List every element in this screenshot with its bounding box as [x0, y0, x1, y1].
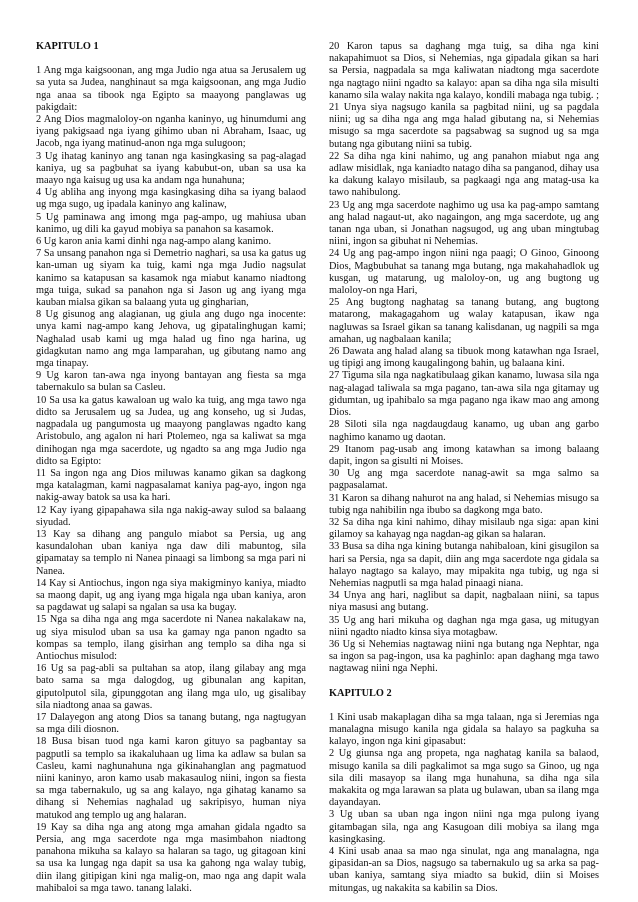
- verse: 20 Karon tapus sa daghang mga tuig, sa diha nga kini nakapahimuot sa Dios, si Nehemias, nga gipadala gikan sa hari sa Persia, nagpadala sa mga kaliwatan niadtong mga sacerdote nga nagtago niini ngadto sa kalayo: apan sa diha nga sila misulti kanamo sila walay nakita nga kalayo, kondili mabaga nga tubig. ;: [329, 41, 599, 101]
- verse: 32 Sa diha nga kini nahimo, dihay misilaub nga siga: apan kini gilamoy sa kahayag nga nagdan-ag gikan sa halaran.: [329, 516, 599, 541]
- verse: 13 Kay sa dihang ang pangulo miabot sa Persia, ug ang kasundalohan uban kaniya nga daw dili mabuntog, sila gipamatay sa templo ni Nanea pinaagi sa limbong sa mga pari ni Nanea.: [36, 528, 306, 577]
- verse: 3 Ug uban sa uban nga ingon niini nga mga pulong iyang gitambagan sila, nga ang Kasugoan dili mobiya sa ilang mga kasingkasing.: [329, 809, 599, 845]
- verse: 2 Ang Dios magmaloloy-on nganha kaninyo, ug hinumdumi ang iyang pakigsaad nga iyang gihimo uban ni Abraham, Isaac, ug Jacob, nga iyang matinud-anon nga mga sulugoon;: [36, 114, 306, 150]
- verse: 10 Sa usa ka gatus kawaloan ug walo ka tuig, ang mga tawo nga didto sa Jerusalem ug sa Judea, ug ang konseho, ug si Judas, nagpadala ug pangumosta ug maayong panglawas ngadto kang Aristobulo, ang agalon ni hari Ptolemeo, nga sa kaliwat sa mga dinihogan nga mga sacerdote, ug ngadto sa ang mga Judio nga didto sa Egipto:: [36, 394, 306, 467]
- verse: 36 Ug si Nehemias nagtawag niini nga butang nga Nephtar, nga sa ingon sa pag-ingon, usa ka paghinlo: apan daghang mga tawo nagtawag niini nga Nephi.: [329, 638, 599, 675]
- verse: 12 Kay iyang gipapahawa sila nga nakig-away sulod sa balaang siyudad.: [36, 504, 306, 528]
- verse: 5 Ug paminawa ang imong mga pag-ampo, ug mahiusa uban kanimo, ug dili ka gayud mobiya sa panahon sa kasamok.: [36, 211, 306, 235]
- verse: 3 Ug ihatag kaninyo ang tanan nga kasingkasing sa pag-alagad kaniya, ug sa pagbuhat sa iyang kabubut-on, uban sa usa ka maayo nga kaisug ug usa ka andam nga hunahuna;: [36, 150, 306, 187]
- verse: 21 Unya siya nagsugo kanila sa pagbitad niini, ug sa pagdala niini; ug sa diha nga ang mga halad gibutang na, si Nehemias misugo sa mga sacerdote sa pagsabwag sa sugnod ug sa mga butang nga gibutang niini sa tubig.: [329, 102, 599, 150]
- verse: 31 Karon sa dihang nahurot na ang halad, si Nehemias misugo sa tubig nga nahibilin nga ibubo sa dagkong mga bato.: [329, 492, 599, 516]
- verse: 16 Ug sa pag-abli sa pultahan sa atop, ilang gilabay ang mga bato sama sa mga dalogdog, ug gibunalan ang kapitan, giputolputol sila, gipunggotan ang ilang mga ulo, ug gisalibay sila niadtong anaa sa gawas.: [36, 663, 306, 711]
- verse: 25 Ang bugtong naghatag sa tanang butang, ang bugtong matarong, makagagahom ug walay katapusan, ikaw nga nagluwas sa Israel gikan sa tanang kalisdanan, ug nagpili sa mga amahan, ug nagbalaan kanila;: [329, 297, 599, 345]
- verse: 34 Unya ang hari, naglibut sa dapit, nagbalaan niini, sa tapus niya masusi ang butang.: [329, 590, 599, 614]
- verse: 26 Dawata ang halad alang sa tibuok mong katawhan nga Israel, ug tipigi ang imong kaugalingong bahin, ug balaana kini.: [329, 346, 599, 370]
- verse: 1 Ang mga kaigsoonan, ang mga Judio nga atua sa Jerusalem ug sa yuta sa Judea, nanghinaut sa mga kaigsoonan, ang mga Judio nga anaa sa tibook nga Egipto sa maayong panglawas ug pakigdait:: [36, 65, 306, 113]
- verse: 29 Itanom pag-usab ang imong katawhan sa imong balaang dapit, ingon sa gisulti ni Moises.: [329, 443, 599, 467]
- verse: 35 Ug ang hari mikuha og daghan nga mga gasa, ug mitugyan niini ngadto niadto kinsa siya motagbaw.: [329, 614, 599, 638]
- verse: 22 Sa diha nga kini nahimo, ug ang panahon miabut nga ang adlaw misidlak, nga kaniadto natago diha sa panganod, dihay usa ka dakung kalayo misilaub, sa pagkaagi nga ang matag-usa ka tawo nahibulong.: [329, 150, 599, 199]
- verse: 14 Kay si Antiochus, ingon nga siya makigminyo kaniya, miadto sa maong dapit, ug ang iyang mga higala nga uban kaniya, aron sa pagdawat ug salapi sa ngalan sa usa ka bugay.: [36, 577, 306, 614]
- right-column: [329, 41, 599, 895]
- chapter-1-heading: KAPITULO 1: [36, 41, 99, 52]
- verse: 2 Ug giunsa nga ang propeta, nga naghatag kanila sa balaod, misugo kanila sa dili pagkalimot sa mga sugo sa Ginoo, ug nga sila dili masayop sa ilang mga hunahuna, sa diha nga sila makakita og mga larawan sa plata ug bulawan, uban sa ilang mga dayandayan.: [329, 748, 599, 809]
- verse: 19 Kay sa diha nga ang atong mga amahan gidala ngadto sa Persia, ang mga sacerdote nga mga masimbahon niadtong panahona mikuha sa kalayo sa halaran sa tago, ug gitagoan kini sa usa ka lungag nga dapit sa usa ka gahong nga walay tubig, diin ilang gitipigan kini nga malig-on, mao nga ang dapit wala mahibaloi sa mga tawo. tanang lalaki.: [36, 821, 306, 894]
- section-spacer: [329, 676, 599, 688]
- verse: 8 Ug gisunog ang alagianan, ug giula ang dugo nga inocente: unya kami nag-ampo kang Jehova, ug gipatalinghugan kami; Naghalad usab kami ug mga halad ug fino nga harina, ug gidagkutan namo ang mga lamparahan, ug gibutang namo ang mga tinapay.: [36, 309, 306, 370]
- verse: 28 Siloti sila nga nagdaugdaug kanamo, ug uban ang garbo naghimo kanamo ug daotan.: [329, 419, 599, 443]
- verse: 6 Ug karon ania kami dinhi nga nag-ampo alang kanimo.: [36, 236, 272, 248]
- verse: 15 Nga sa diha nga ang mga sacerdote ni Nanea nakalakaw na, ug siya misulod uban sa usa ka gamay nga panon ngadto sa kompas sa templo, ilang gisirhan ang templo sa diha nga si Antiochus misulod:: [36, 614, 306, 662]
- verse: 7 Sa unsang panahon nga si Demetrio naghari, sa usa ka gatus ug kan-uman ug siyam ka tuig, kami nga mga Judio nagsulat kanimo sa katapusan sa kasamok nga miabut kanamo niadtong mga tuiga, sukad sa panahon nga si Jason ug ang iyang mga kauban mialsa gikan sa balaang yuta ug gingharian,: [36, 248, 306, 309]
- verse: 9 Ug karon tan-awa nga inyong bantayan ang fiesta sa mga tabernakulo sa bulan sa Casleu.: [36, 370, 306, 394]
- verse: 1 Kini usab makaplagan diha sa mga talaan, nga si Jeremias nga manalagna misugo kanila nga gidala sa halayo sa pagkuha sa kalayo, ingon nga kini gipasabut:: [329, 711, 599, 748]
- verse: 11 Sa ingon nga ang Dios miluwas kanamo gikan sa dagkong mga katalagman, kami nagpasalamat kaniya pag-ayo, ingon nga nakig-away batok sa usa ka hari.: [36, 467, 306, 504]
- chapter-2-heading: KAPITULO 2: [329, 687, 392, 699]
- verse: 23 Ug ang mga sacerdote naghimo ug usa ka pag-ampo samtang ang halad nagaut-ut, ako nagaingon, ang mga sacerdote, ug ang tanan nga uban, si Jonathan nagsugod, ug ang uban mingtubag niini, ingon sa gibuhat ni Nehemias.: [329, 199, 599, 248]
- left-column: [36, 41, 306, 895]
- verse: 17 Dalayegon ang atong Dios sa tanang butang, nga nagtugyan sa mga dili diosnon.: [36, 711, 306, 736]
- verse: 30 Ug ang mga sacerdote nanag-awit sa mga salmo sa pagpasalamat.: [329, 468, 599, 492]
- verse: 27 Tiguma sila nga nagkatibulaag gikan kanamo, luwasa sila nga nag-alagad taliwala sa mga pagano, tan-awa sila nga gitamay ug gidumtan, ug ipahibalo sa mga pagano nga ikaw mao ang among Dios.: [329, 370, 599, 419]
- verse: 24 Ug ang pag-ampo ingon niini nga paagi; O Ginoo, Ginoong Dios, Magbubuhat sa tanang mga butang, nga makahahadlok ug kusgan, ug matarung, ug maloloy-on, ug ang bugtong ug maloloy-on nga Hari,: [329, 248, 599, 297]
- verse: 18 Busa bisan tuod nga kami karon gituyo sa pagbantay sa pagputli sa templo sa ikakaluhaan ug lima ka adlaw sa bulan sa Casleu, kami naghunahuna nga gikinahanglan ang pagmatuod niini kaninyo, aron kamo usab makasaulog niini, ingon sa fiesta sa mga tabernakulo, ug sa ang kalayo, nga gihatag kanamo sa dihang si Nehemias naghalad ug sakripisyo, human niya matukod ang templo ug ang halaran.: [36, 736, 306, 821]
- verse: 4 Ug abliha ang inyong mga kasingkasing diha sa iyang balaod ug mga sugo, ug ipadala kaninyo ang kalinaw,: [36, 187, 306, 211]
- verse: 33 Busa sa diha nga kining butanga nahibaloan, kini gisugilon sa hari sa Persia, nga sa dapit, diin ang mga sacerdote nga gidala sa halayo nagtago sa kalayo, may mipakita nga tubig, ug nga si Nehemias nagputli sa mga halad pinaagi niana.: [329, 541, 599, 589]
- verse: 4 Kini usab anaa sa mao nga sinulat, nga ang manalagna, nga gipasidan-an sa Dios, nagsugo sa tabernakulo ug sa arka sa pag-uban kaniya, samtang siya miadto sa bukid, diin si Moises mitungas, ug nakakita sa kabilin sa Dios.: [329, 846, 599, 894]
